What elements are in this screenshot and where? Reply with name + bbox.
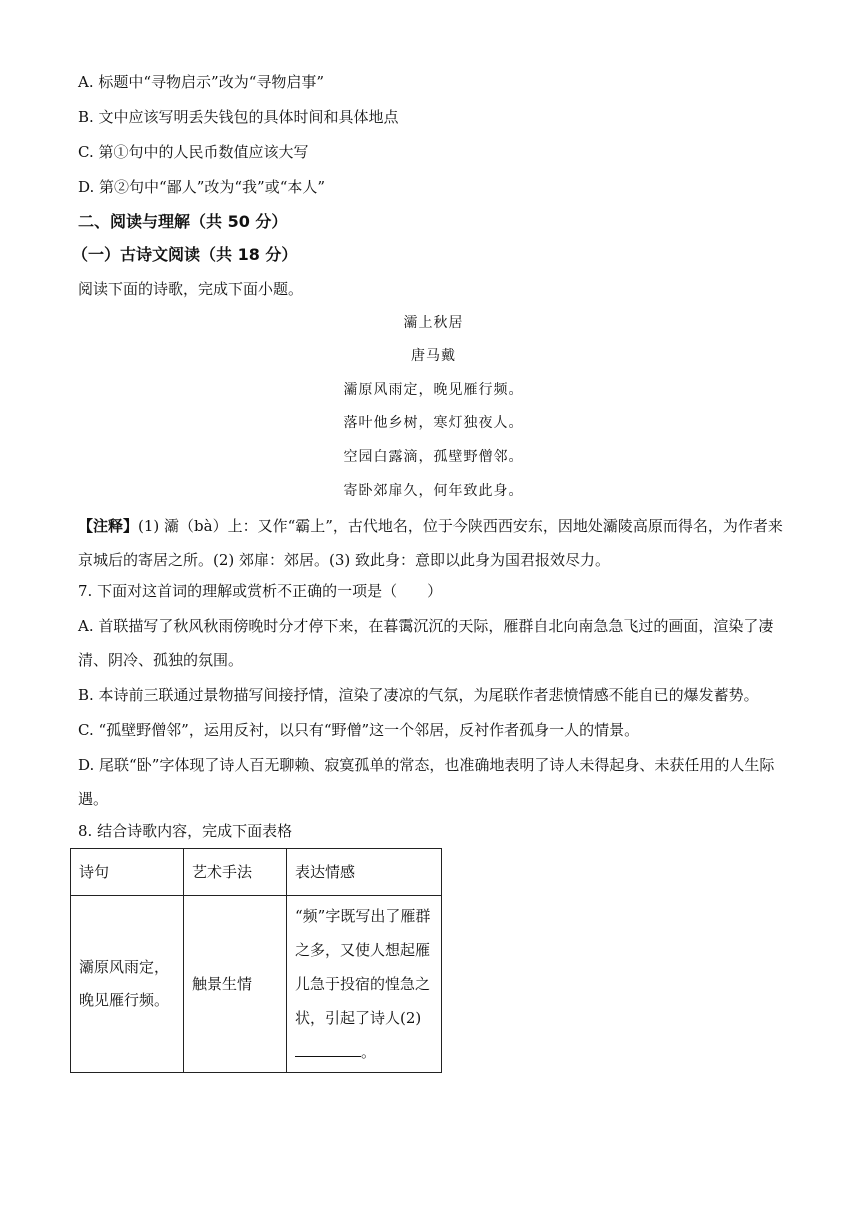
instruction: 阅读下面的诗歌，完成下面小题。 — [78, 280, 304, 298]
q7-option-d: D. 尾联“卧”字体现了诗人百无聊赖、寂寞孤单的常态，也准确地表明了诗人未得起身、未获任用的人生际遇。 — [78, 756, 775, 808]
poem-line-2: 落叶他乡树，寒灯独夜人。 — [343, 415, 524, 431]
poem-line-3: 空园白露滴，孤壁野僧邻。 — [343, 449, 524, 465]
prev-option-b: B. 文中应该写明丢失钱包的具体时间和具体地点 — [78, 108, 399, 126]
poem-note — [78, 509, 790, 577]
table-row — [71, 896, 442, 1073]
subsection-title: （一）古诗文阅读（共 18 分） — [72, 245, 298, 264]
q7-stem: 7. 下面对这首词的理解或赏析不正确的一项是（ ） — [78, 582, 443, 600]
q8-stem: 8. 结合诗歌内容，完成下面表格 — [78, 822, 293, 840]
poem-title: 灞上秋居 — [403, 315, 464, 331]
q7-option-b: B. 本诗前三联通过景物描写间接抒情，渲染了凄凉的气氛，为尾联作者悲愤情感不能自已的爆发蓄势。 — [78, 686, 759, 704]
cell-verse: 灞原风雨定，晚见雁行频。 — [71, 896, 184, 1073]
poem-line-4: 寄卧郊扉久，何年致此身。 — [343, 483, 524, 499]
header-verse: 诗句 — [71, 849, 184, 896]
table-header-row — [71, 849, 442, 896]
prev-option-d: D. 第②句中“鄙人”改为“我”或“本人” — [78, 178, 326, 196]
cell-technique: 触景生情 — [184, 896, 287, 1073]
cell-emotion — [287, 896, 442, 1073]
prev-option-c: C. 第①句中的人民币数值应该大写 — [78, 143, 309, 161]
q7-option-a: A. 首联描写了秋风秋雨傍晚时分才停下来，在暮霭沉沉的天际，雁群自北向南急急飞过的画面，渲染了凄清、阴冷、孤独的氛围。 — [78, 617, 774, 669]
blank-end: 。 — [361, 1043, 377, 1061]
emotion-text: “频”字既写出了雁群之多，又使人想起雁儿急于投宿的惶急之状，引起了诗人(2) — [295, 907, 431, 1027]
header-emotion: 表达情感 — [287, 849, 442, 896]
poem-line-1: 灞原风雨定，晚见雁行频。 — [343, 382, 524, 398]
q8-table — [70, 848, 442, 1073]
prev-option-a: A. 标题中“寻物启示”改为“寻物启事” — [78, 73, 325, 91]
note-label: 【注释】 — [78, 517, 139, 535]
note-text: (1) 灞（bà）上：又作“霸上”，古代地名，位于今陕西西安东，因地处灞陵高原而得名，为作者来京城后的寄居之所。(2) 郊扉：郊居。(3) 致此身：意即以此身为国君报效尽力。 — [78, 517, 783, 569]
answer-blank[interactable] — [295, 1040, 361, 1057]
q7-option-c: C. “孤壁野僧邻”，运用反衬，以只有“野僧”这一个邻居，反衬作者孤身一人的情景。 — [78, 721, 640, 739]
section-title: 二、阅读与理解（共 50 分） — [78, 212, 288, 231]
poem-author: 唐马戴 — [411, 348, 456, 364]
header-technique: 艺术手法 — [184, 849, 287, 896]
